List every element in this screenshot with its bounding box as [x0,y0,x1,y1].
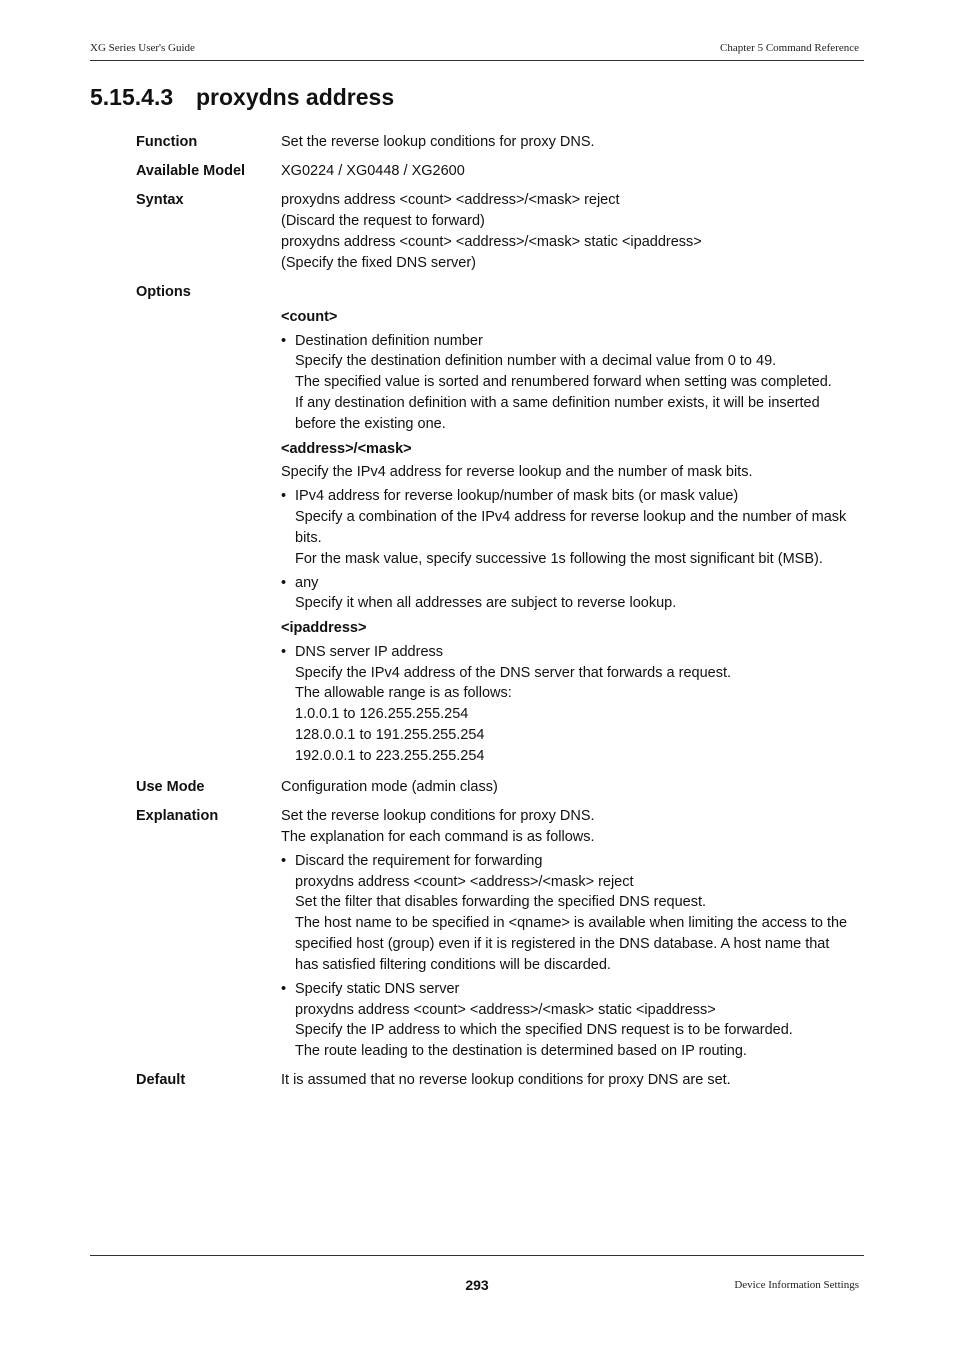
explanation-intro-line: Set the reverse lookup conditions for proxy DNS. [281,808,595,825]
bullet-line: Specify the IPv4 address of the DNS server that forwards a request. [295,664,732,681]
bullet-line: For the mask value, specify successive 1s following the most significant bit (MSB). [295,550,823,567]
bullet-line: proxydns address <count> <address>/<mask> reject [295,873,634,890]
use-mode-row [136,777,866,798]
bullet-item [281,979,866,1062]
bullet-dot: • [281,980,287,997]
bullet-item [281,851,866,976]
bullet-line: Specify a combination of the IPv4 address for reverse lookup and the number of mask [295,508,847,525]
bullet-line: Set the filter that disables forwarding the specified DNS request. [295,894,707,911]
available-model-row [136,161,866,182]
page-number: 293 [465,1277,489,1293]
use-mode-label: Use Mode [136,779,205,796]
bullet-line: before the existing one. [295,415,446,432]
section-title-text: proxydns address [196,84,395,110]
default-label: Default [136,1072,186,1089]
bullet-item [281,486,866,569]
header-rule [90,60,864,61]
option-address-mask [281,439,866,615]
syntax-line: proxydns address <count> <address>/<mask> reject [281,192,620,209]
bullet-dot: • [281,488,287,505]
bullet-line: The allowable range is as follows: [295,685,512,702]
syntax-line: proxydns address <count> <address>/<mask> static <ipaddress> [281,233,702,250]
explanation-intro-line: The explanation for each command is as follows. [281,829,595,846]
function-text: Set the reverse lookup conditions for proxy DNS. [281,134,595,150]
option-ipaddress [281,618,866,767]
bullet-dot: • [281,574,287,591]
section-title [90,84,394,111]
bullet-head: Destination definition number [295,332,483,349]
option-name: <count> [281,308,338,325]
bullet-head: Discard the requirement for forwarding [295,852,543,869]
explanation-body [281,806,866,1062]
bullet-line: 128.0.0.1 to 191.255.255.254 [295,727,485,744]
default-row [136,1070,866,1091]
command-reference-body [136,132,866,1100]
syntax-label: Syntax [136,192,184,209]
option-name: <address>/<mask> [281,440,412,457]
function-label: Function [136,134,198,150]
bullet-line: The host name to be specified in <qname> is available when limiting the access to the [295,915,848,932]
section-number: 5.15.4.3 [90,84,174,110]
bullet-item [281,331,866,435]
bullet-line: The specified value is sorted and renumbered forward when setting was completed. [295,374,832,391]
option-count [281,307,866,435]
bullet-item [281,642,866,767]
option-intro: Specify the IPv4 address for reverse lookup and the number of mask bits. [281,464,753,481]
syntax-row [136,190,866,273]
available-model-text: XG0224 / XG0448 / XG2600 [281,163,465,180]
function-row [136,132,866,153]
bullet-line: 192.0.0.1 to 223.255.255.254 [295,747,485,764]
bullet-dot: • [281,332,287,349]
options-row [136,282,866,303]
available-model-label: Available Model [136,163,246,180]
bullet-line: has satisfied filtering conditions will be discarded. [295,956,611,973]
bullet-line: specified host (group) even if it is registered in the DNS database. A host name that [295,936,830,953]
bullet-line: Specify the IP address to which the specified DNS request is to be forwarded. [295,1022,793,1039]
explanation-label: Explanation [136,808,219,825]
option-name: <ipaddress> [281,620,367,637]
bullet-line: If any destination definition with a same definition number exists, it will be inserted [295,394,820,411]
bullet-head: DNS server IP address [295,643,444,660]
default-text: It is assumed that no reverse lookup conditions for proxy DNS are set. [281,1072,731,1089]
use-mode-text: Configuration mode (admin class) [281,779,498,796]
bullet-item [281,573,866,615]
bullet-head: Specify static DNS server [295,980,460,997]
running-header-left: XG Series User's Guide [90,42,195,54]
explanation-row [136,806,866,1062]
syntax-lines [281,190,866,273]
bullet-line: bits. [295,529,322,546]
bullet-dot: • [281,852,287,869]
syntax-line: (Specify the fixed DNS server) [281,254,477,271]
options-label: Options [136,283,191,300]
syntax-line: (Discard the request to forward) [281,213,485,230]
bullet-head: IPv4 address for reverse lookup/number of mask bits (or mask value) [295,488,739,505]
bullet-dot: • [281,643,287,660]
running-header-right: Chapter 5 Command Reference [720,42,859,54]
bullet-line: The route leading to the destination is determined based on IP routing. [295,1043,747,1060]
bullet-line: proxydns address <count> <address>/<mask> static <ipaddress> [295,1001,716,1018]
footer-rule [90,1255,864,1256]
options-body-row [136,303,866,769]
bullet-line: Specify it when all addresses are subject to reverse lookup. [295,595,677,612]
running-footer-right: Device Information Settings [734,1279,859,1291]
bullet-head: any [295,574,319,591]
options-body [281,303,866,769]
bullet-line: Specify the destination definition number with a decimal value from 0 to 49. [295,353,777,370]
bullet-line: 1.0.0.1 to 126.255.255.254 [295,706,469,723]
